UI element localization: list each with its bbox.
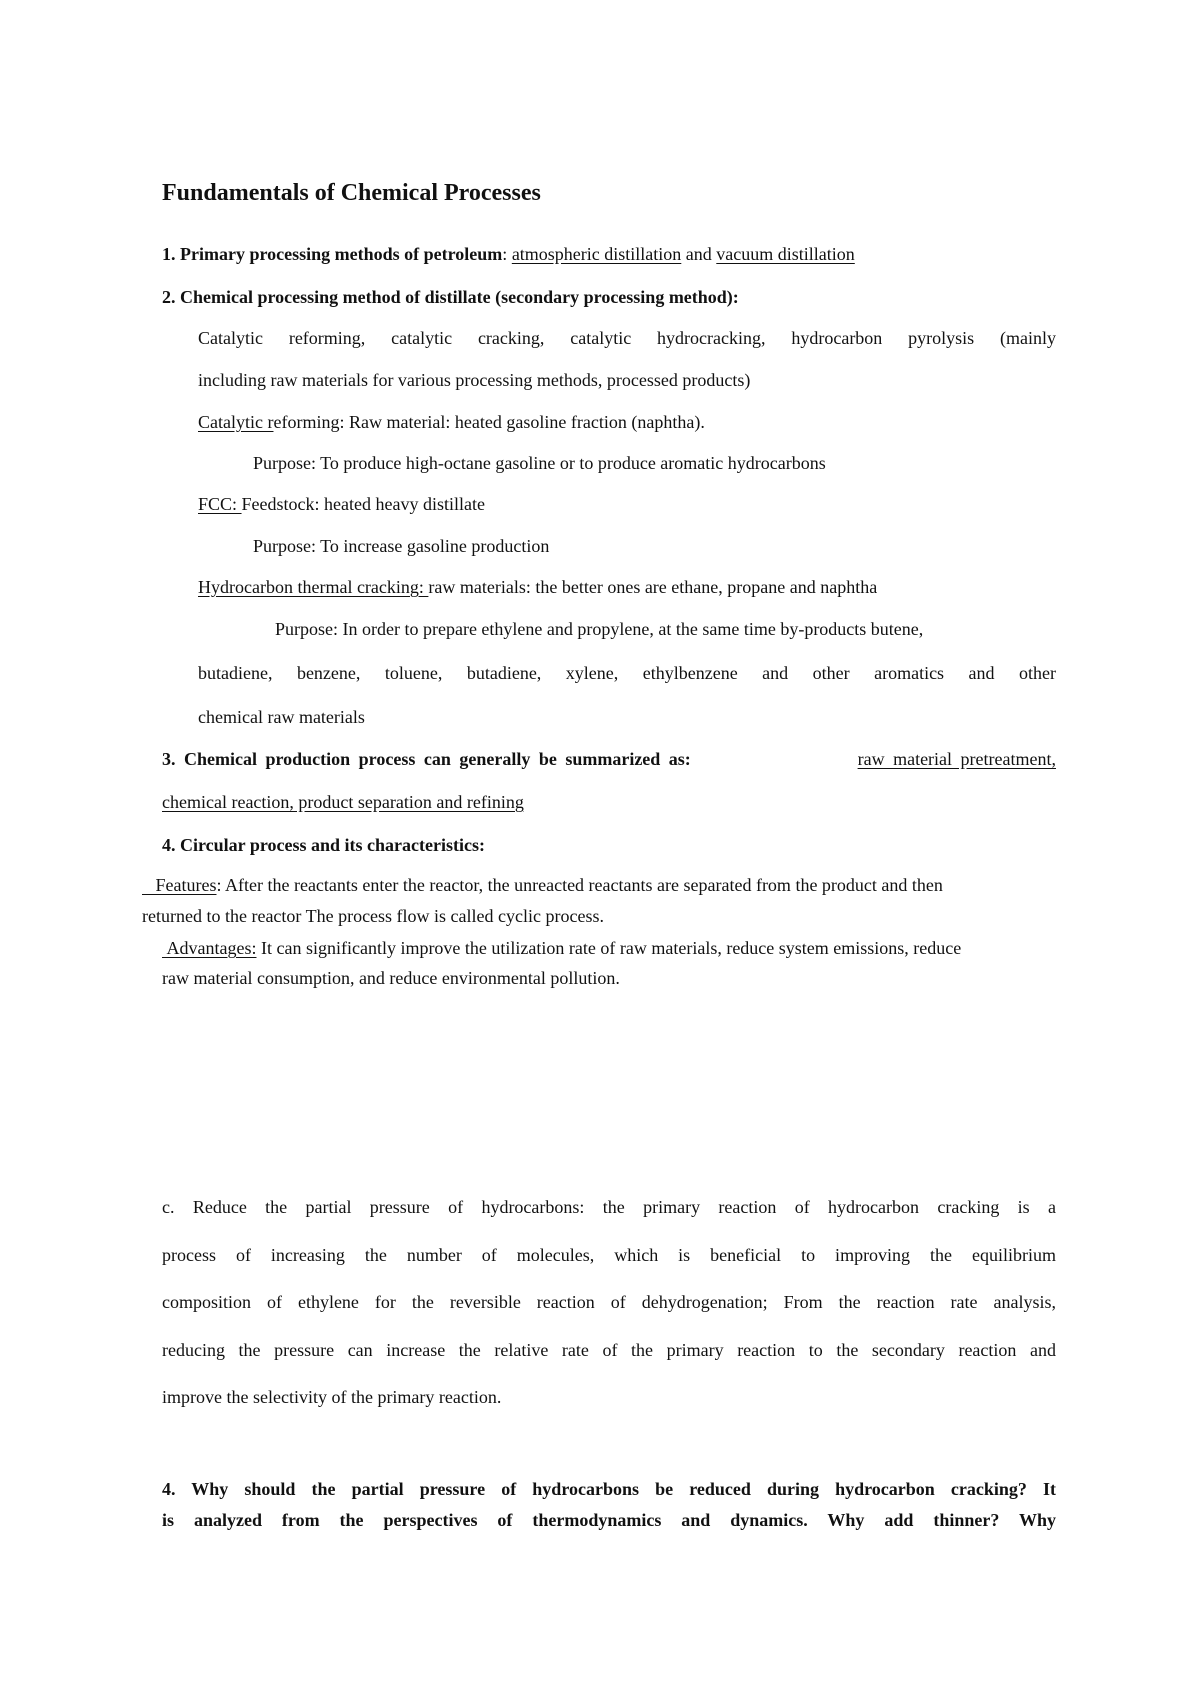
fcc-text: Feedstock: heated heavy distillate: [241, 494, 485, 514]
item3-text-line2: chemical reaction, product separation and refining: [162, 792, 524, 812]
thermal-label: Hydrocarbon thermal cracking:: [198, 577, 429, 597]
item3-text-line1: raw material pretreatment,: [857, 749, 1056, 769]
item2-intro-line2: including raw materials for various processing methods, processed products): [198, 370, 751, 390]
question4-line1: 4. Why should the partial pressure of hydrocarbons be reduced during hydrocarbon cracking? It: [162, 1479, 1056, 1499]
features-text: : After the reactants enter the reactor, the unreacted reactants are separated from the product and then: [216, 875, 943, 895]
item3-heading: 3. Chemical production process can generally be summarized as:: [162, 749, 691, 769]
item2-intro-line1: Catalytic reforming, catalytic cracking, catalytic hydrocracking, hydrocarbon pyrolysis (mainly: [198, 328, 1056, 348]
thermal-purpose-line1: Purpose: In order to prepare ethylene and propylene, at the same time by-products butene,: [275, 619, 924, 639]
advantages-text: It can significantly improve the utilization rate of raw materials, reduce system emissions, reduce: [256, 938, 962, 958]
para-c-line2: process of increasing the number of molecules, which is beneficial to improving the equilibrium: [162, 1245, 1056, 1265]
reforming-text: eforming: Raw material: heated gasoline fraction (naphtha).: [273, 412, 705, 432]
item4-heading: 4. Circular process and its characteristics:: [162, 835, 485, 855]
para-c-line4: reducing the pressure can increase the relative rate of the primary reaction to the secondary reaction and: [162, 1340, 1056, 1360]
advantages-label: [162, 938, 256, 958]
features-line1: [142, 873, 943, 897]
fcc-purpose: Purpose: To increase gasoline production: [253, 536, 550, 556]
para-c-line3: composition of ethylene for the reversible reaction of dehydrogenation; From the reaction rate analysis,: [162, 1292, 1056, 1312]
reforming-line: [198, 410, 705, 434]
reforming-label: Catalytic r: [198, 412, 274, 432]
reforming-purpose: Purpose: To produce high-octane gasoline or to produce aromatic hydrocarbons: [253, 453, 826, 473]
thermal-purpose-line3: chemical raw materials: [198, 707, 365, 727]
para-c-line5: improve the selectivity of the primary reaction.: [162, 1387, 502, 1407]
page-title: Fundamentals of Chemical Processes: [162, 180, 541, 206]
item2-heading: 2. Chemical processing method of distillate (secondary processing method):: [162, 287, 739, 307]
advantages-label-text: Advantages:: [166, 938, 257, 958]
item1-line: [162, 242, 855, 266]
features-line2: returned to the reactor The process flow is called cyclic process.: [142, 906, 604, 926]
thermal-text: raw materials: the better ones are ethane, propane and naphtha: [428, 577, 878, 597]
features-label: [142, 875, 216, 895]
question4-line2: is analyzed from the perspectives of thermodynamics and dynamics. Why add thinner? Why: [162, 1510, 1056, 1530]
advantages-line1: [162, 936, 961, 960]
item1-conj: and: [681, 244, 717, 264]
item1-sep: :: [502, 244, 512, 264]
advantages-line2: raw material consumption, and reduce environmental pollution.: [162, 968, 620, 988]
item3-line1: [162, 747, 1056, 771]
item1-method-b: vacuum distillation: [716, 244, 855, 264]
item1-method-a: atmospheric distillation: [511, 244, 682, 264]
item1-label: 1. Primary processing methods of petroleum: [162, 244, 503, 264]
fcc-label: FCC:: [198, 494, 242, 514]
para-c-line1: c. Reduce the partial pressure of hydrocarbons: the primary reaction of hydrocarbon cracking is a: [162, 1197, 1056, 1217]
features-label-text: Features: [155, 875, 217, 895]
fcc-line: [198, 492, 485, 516]
thermal-purpose-line2: butadiene, benzene, toluene, butadiene, xylene, ethylbenzene and other aromatics and other: [198, 663, 1056, 683]
thermal-line: [198, 575, 877, 599]
